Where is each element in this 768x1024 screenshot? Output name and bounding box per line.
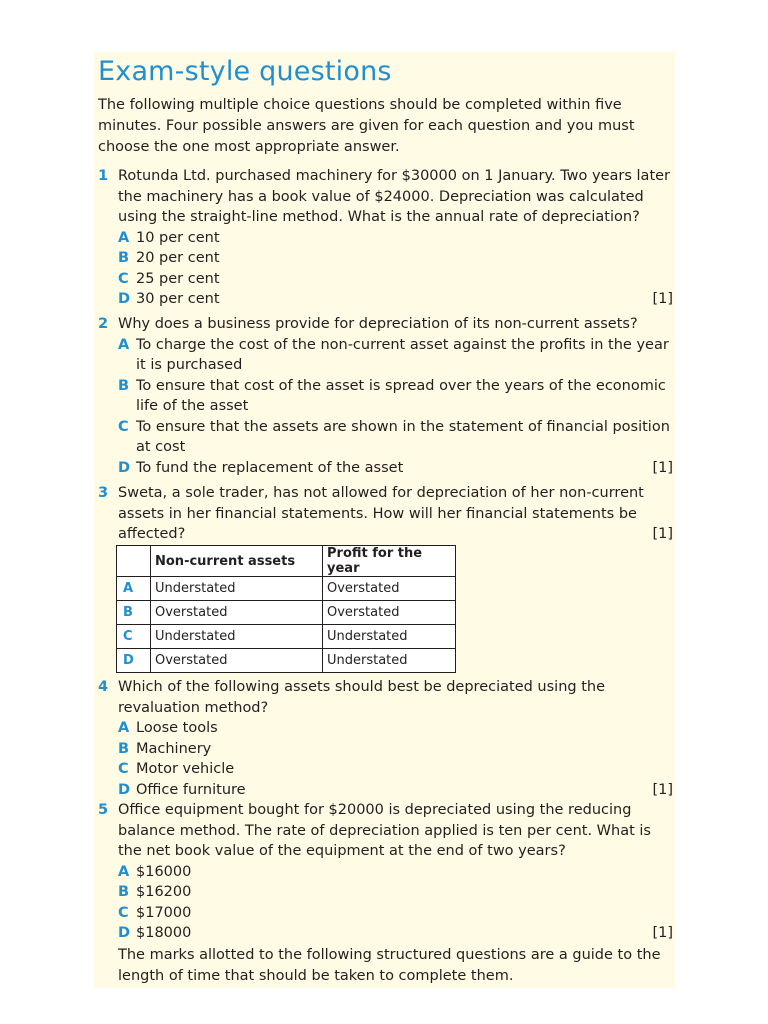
option-letter: B: [118, 740, 130, 757]
option-a[interactable]: [98, 335, 673, 376]
option-d[interactable]: [98, 780, 673, 801]
table-row[interactable]: [117, 601, 456, 625]
table-row[interactable]: [117, 577, 456, 601]
option-text: $16200: [136, 884, 192, 900]
option-letter: C: [118, 418, 129, 435]
option-d[interactable]: [98, 289, 673, 310]
option-letter: D: [118, 459, 131, 476]
option-letter: D: [118, 781, 131, 798]
option-b[interactable]: [98, 739, 673, 760]
option-text: 20 per cent: [136, 250, 220, 266]
table-cell: Understated: [151, 625, 323, 649]
option-letter: B: [117, 601, 151, 625]
option-letter: C: [118, 270, 129, 287]
marks-label: [1]: [652, 781, 673, 798]
option-c[interactable]: [98, 417, 673, 458]
option-text: 10 per cent: [136, 229, 220, 246]
table-cell: Overstated: [323, 601, 456, 625]
question-number: 3: [98, 485, 109, 501]
header-cell: Non-current assets: [151, 546, 323, 577]
option-letter: C: [118, 904, 129, 921]
question-1: [98, 166, 673, 310]
option-text: $16000: [136, 863, 192, 880]
marks-label: [1]: [652, 526, 673, 542]
table-cell: Understated: [151, 577, 323, 601]
option-text: $18000: [136, 925, 192, 941]
table-cell: Understated: [323, 625, 456, 649]
question-text: Which of the following assets should best be depreciated using the revaluation method?: [118, 679, 606, 716]
option-letter: D: [117, 649, 151, 673]
question-number: 2: [98, 316, 109, 332]
option-text: Office furniture: [136, 781, 246, 798]
table-cell: Overstated: [151, 601, 323, 625]
option-letter: A: [118, 229, 130, 246]
option-letter: A: [117, 577, 151, 601]
exam-page: [94, 52, 675, 988]
page-title: Exam-style questions: [98, 56, 392, 87]
option-letter: B: [118, 884, 130, 900]
option-letter: D: [118, 291, 131, 307]
option-d[interactable]: [98, 458, 673, 479]
option-a[interactable]: [98, 862, 673, 883]
question-number: 4: [98, 679, 109, 695]
marks-label: [1]: [652, 459, 673, 476]
option-text: Motor vehicle: [136, 761, 235, 777]
option-a[interactable]: [98, 718, 673, 739]
option-letter: C: [117, 625, 151, 649]
header-cell: [117, 546, 151, 577]
answer-table: [116, 545, 456, 673]
question-text: Why does a business provide for depreciation of its non-current assets?: [118, 316, 638, 332]
question-number: 5: [98, 802, 109, 818]
option-letter: A: [118, 336, 130, 353]
question-number: 1: [98, 168, 109, 184]
table-cell: Overstated: [323, 577, 456, 601]
option-letter: B: [118, 377, 130, 394]
marks-label: [1]: [652, 291, 673, 307]
option-letter: A: [118, 863, 130, 880]
question-5: [98, 800, 673, 944]
option-text: Loose tools: [136, 720, 218, 736]
option-c[interactable]: [98, 759, 673, 780]
option-text: To ensure that the assets are shown in the statement of financial position at cost: [136, 418, 670, 455]
option-text: 30 per cent: [136, 291, 220, 307]
option-c[interactable]: [98, 903, 673, 924]
table-cell: Understated: [323, 649, 456, 673]
option-b[interactable]: [98, 248, 673, 269]
option-b[interactable]: [98, 376, 673, 417]
option-text: To charge the cost of the non-current asset against the profits in the year it is purchased: [136, 336, 669, 373]
question-3: [98, 483, 673, 545]
option-d[interactable]: [98, 923, 673, 944]
option-a[interactable]: [98, 228, 673, 249]
intro-text: The following multiple choice questions should be completed within five minutes. Four possible answers are given for each question and you must choose the one most appropriate answer.: [98, 97, 635, 155]
question-text: Office equipment bought for $20000 is depreciated using the reducing balance method. The rate of depreciation applied is ten per cent. What is the net book value of the equipment at the end of two years?: [118, 802, 651, 859]
marks-label: [1]: [652, 925, 673, 941]
header-cell: Profit for the year: [323, 546, 456, 577]
question-2: [98, 314, 673, 478]
option-text: 25 per cent: [136, 270, 220, 287]
option-b[interactable]: [98, 882, 673, 903]
structured-questions-note: The marks allotted to the following structured questions are a guide to the length of time that should be taken to complete them.: [118, 947, 661, 984]
option-letter: C: [118, 761, 129, 777]
question-text: Sweta, a sole trader, has not allowed for depreciation of her non-current assets in her financial statements. How will her financial statements be affected?: [118, 485, 644, 542]
question-text: Rotunda Ltd. purchased machinery for $30000 on 1 January. Two years later the machinery has a book value of $24000. Depreciation was calculated using the straight-line method. What is the annual rate of depreciation?: [118, 168, 671, 225]
option-text: To ensure that cost of the asset is spread over the years of the economic life of the asset: [136, 377, 666, 414]
table-header-row: [117, 546, 456, 577]
option-letter: D: [118, 925, 131, 941]
option-text: To fund the replacement of the asset: [136, 459, 404, 476]
table-row[interactable]: [117, 625, 456, 649]
table-row[interactable]: [117, 649, 456, 673]
table-cell: Overstated: [151, 649, 323, 673]
option-letter: B: [118, 250, 130, 266]
option-text: $17000: [136, 904, 192, 921]
option-text: Machinery: [136, 740, 212, 757]
option-letter: A: [118, 720, 130, 736]
question-4: [98, 677, 673, 800]
option-c[interactable]: [98, 269, 673, 290]
